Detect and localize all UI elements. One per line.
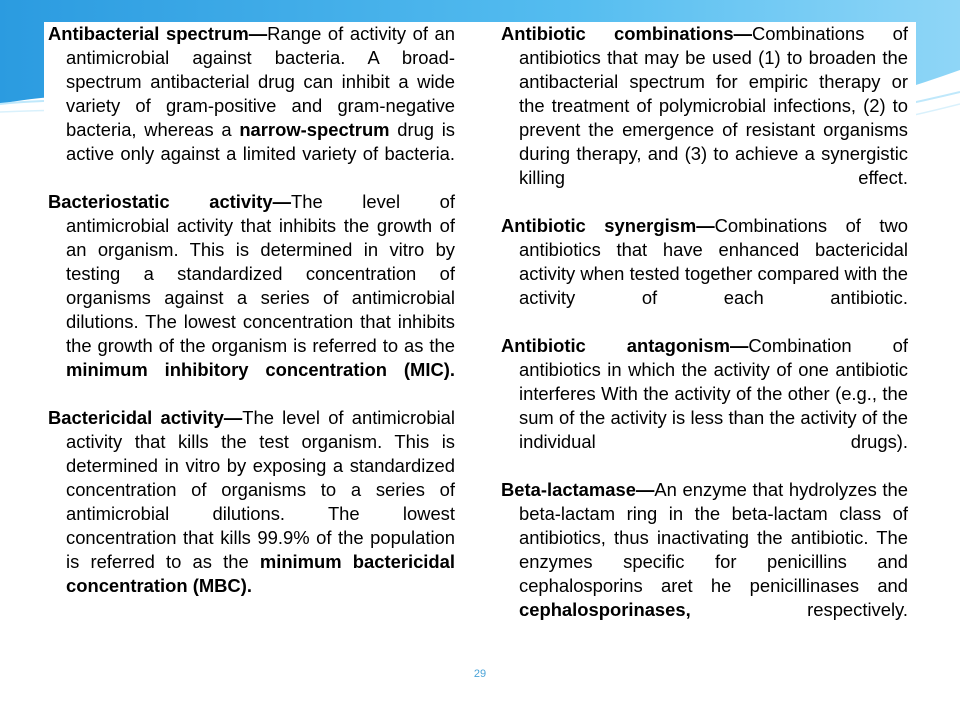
term-label: Antibiotic combinations— (501, 23, 752, 44)
term-label: Beta-lactamase— (501, 479, 655, 500)
definition-emphasis: narrow-spectrum (239, 119, 390, 140)
definition-antibiotic-synergism (501, 214, 908, 310)
definition-text: Combinations of two antibiotics that have enhanced bactericidal activity when tested together compared with the activity of each antibiotic. (519, 215, 908, 308)
definition-text-end: drug is active only against a limited variety of bacteria. (66, 119, 455, 164)
definition-beta-lactamase (501, 478, 908, 622)
definition-antibiotic-combinations (501, 22, 908, 190)
term-label: Bactericidal activity— (48, 407, 243, 428)
definition-emphasis: cephalosporinases, (519, 599, 691, 620)
definition-text: The level of antimicrobial activity that kills the test organism. This is determined in vitro by exposing a standardized concentration of organisms to a series of antimicrobial dilutions. The lowest concentration that kills 99.9% of the population is referred to as the (66, 407, 455, 572)
definition-antibiotic-antagonism (501, 334, 908, 454)
definition-antibacterial-spectrum (48, 22, 455, 166)
document-page (44, 22, 916, 690)
definition-bacteriostatic-activity (48, 190, 455, 382)
term-label: Bacteriostatic activity— (48, 191, 291, 212)
definition-text: Range of activity of an antimicrobial against bacteria. A broad-spectrum antibacterial drug can inhibit a wide variety of gram-positive and gram-negative bacteria, whereas a (66, 23, 455, 140)
definition-emphasis: minimum bactericidal concentration (MBC). (66, 551, 455, 596)
term-label: Antibacterial spectrum— (48, 23, 268, 44)
definition-bactericidal-activity (48, 406, 455, 598)
definition-text: Combinations of antibiotics that may be used (1) to broaden the antibacterial spectrum for empiric therapy or the treatment of polymicrobial infections, (2) to prevent the emergence of resistant organisms during therapy, and (3) to achieve a synergistic killing effect. (519, 23, 908, 188)
definition-text: Combination of antibiotics in which the activity of one antibiotic interferes With the activity of the other (e.g., the sum of the activity is less than the activity of the individual drugs). (519, 335, 909, 452)
left-column (48, 22, 455, 622)
definition-emphasis: minimum inhibitory concentration (MIC). (66, 359, 455, 380)
page-number: 29 (473, 668, 487, 680)
definition-text: The level of antimicrobial activity that inhibits the growth of an organism. This is determined in vitro by testing a standardized concentration of organisms against a series of antimicrobial dilutions. The lowest concentration that inhibits the growth of the organism is referred to as the (66, 191, 455, 356)
term-label: Antibiotic antagonism— (501, 335, 749, 356)
definition-text-end: respectively. (690, 599, 908, 620)
definition-text: An enzyme that hydrolyzes the beta-lactam ring in the beta-lactam class of antibiotics, thus inactivating the antibiotic. The enzymes specific for penicillins and cephalosporins aret he penicillinases and (519, 479, 908, 596)
term-label: Antibiotic synergism— (501, 215, 715, 236)
right-column (501, 22, 908, 646)
